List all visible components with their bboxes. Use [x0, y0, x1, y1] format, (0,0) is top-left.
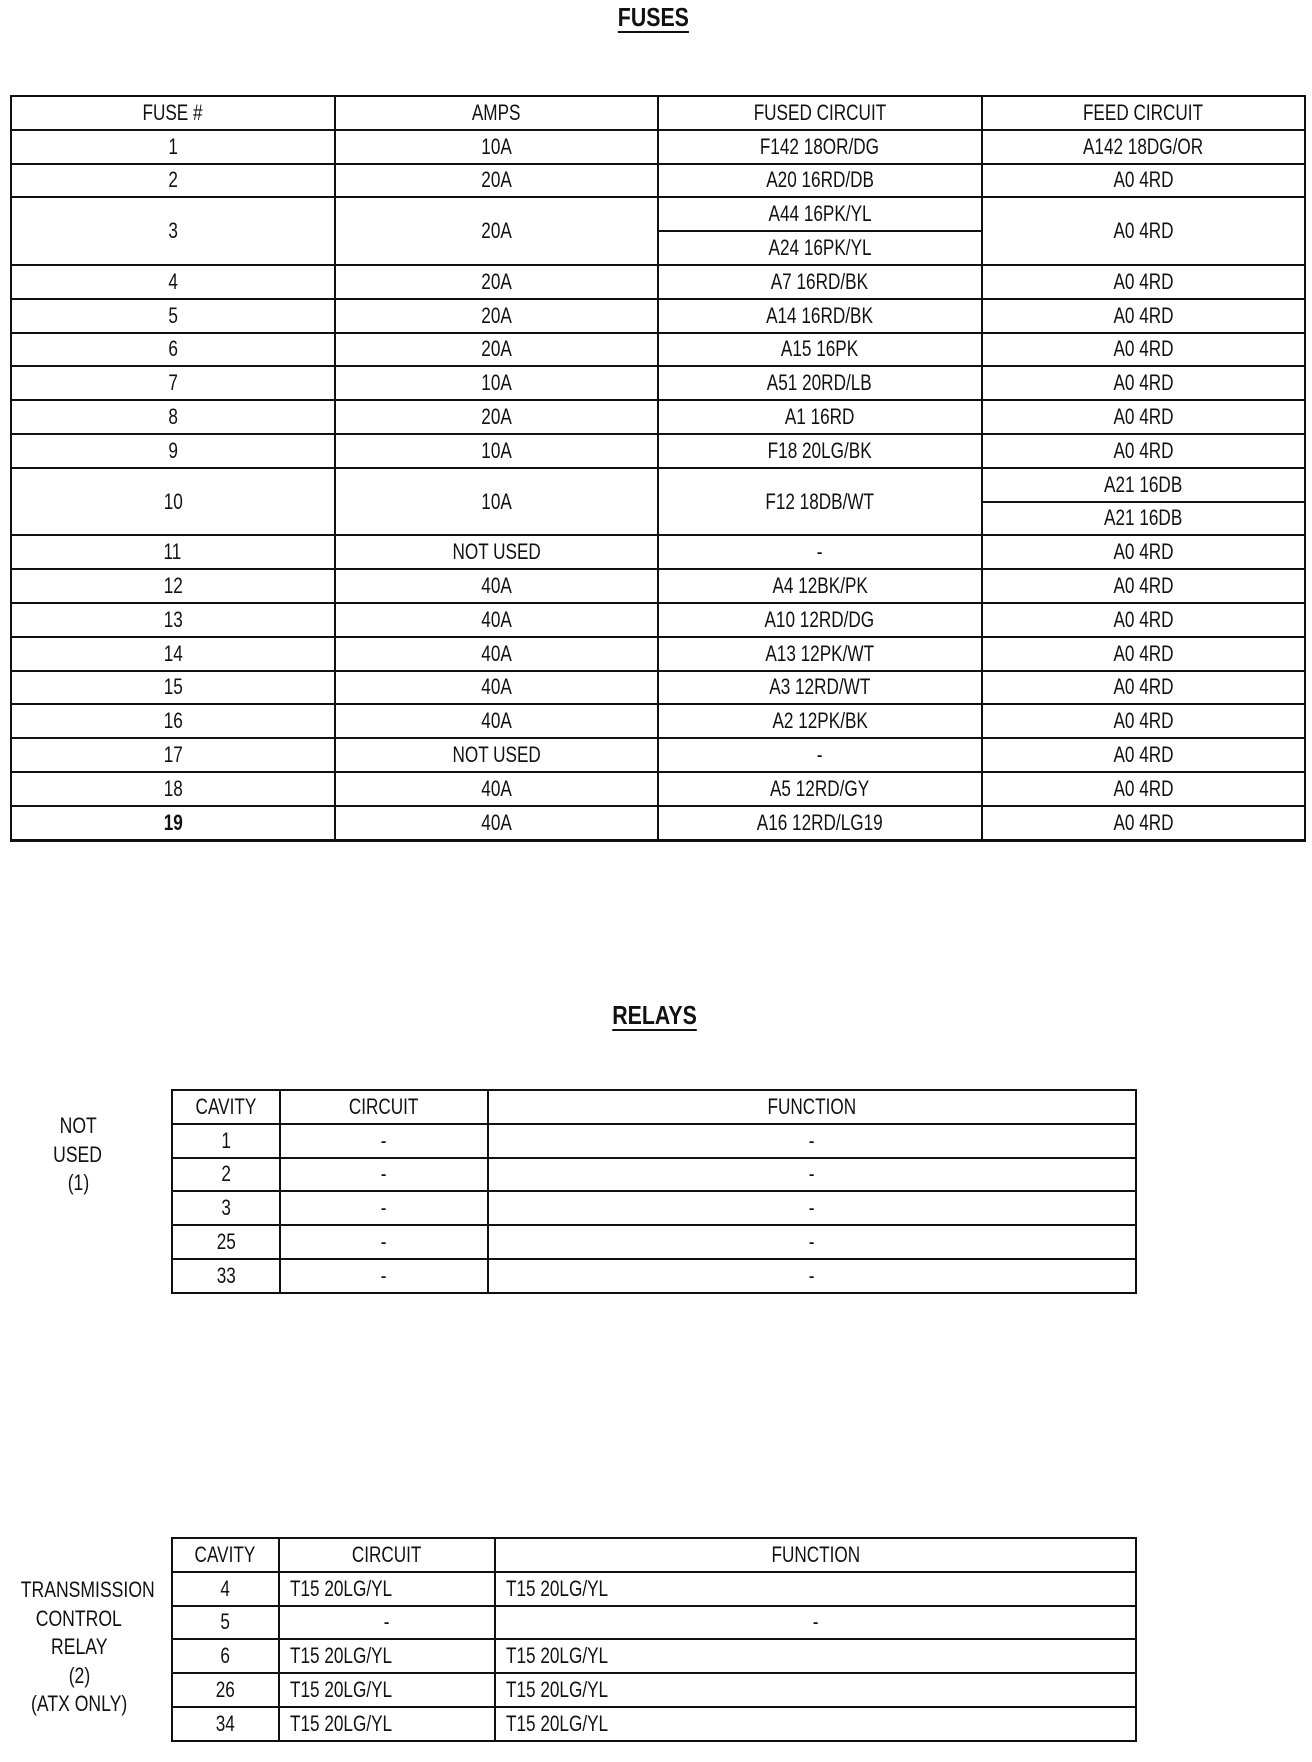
relay-group-label-line: CONTROL [35, 1605, 123, 1631]
feed-circuit: A0 4RD [982, 772, 1306, 806]
relay-circuit: - [279, 1606, 496, 1640]
fuse-amps: 20A [335, 299, 659, 333]
fuse-row [11, 265, 1305, 299]
fused-circuit: A10 12RD/DG [658, 603, 982, 637]
fuse-row [11, 637, 1305, 671]
relay-row [172, 1707, 1136, 1741]
fuse-amps: 10A [335, 130, 659, 164]
feed-circuit: A0 4RD [982, 569, 1306, 603]
relay-table-transmission-control [171, 1537, 1137, 1742]
relay-circuit: T15 20LG/YL [279, 1673, 496, 1707]
relay-cavity: 26 [172, 1673, 279, 1707]
feed-circuit: A0 4RD [982, 535, 1306, 569]
fuse-amps: 40A [335, 603, 659, 637]
fuse-amps: 20A [335, 400, 659, 434]
relay-row [172, 1225, 1136, 1259]
relay-group-label-line: (2) [68, 1662, 90, 1688]
fuses-table [10, 95, 1306, 842]
fuse-number: 2 [11, 164, 335, 198]
fuse-amps: 40A [335, 671, 659, 705]
fuse-amps: 40A [335, 806, 659, 840]
fuse-row [11, 671, 1305, 705]
feed-circuit: A0 4RD [982, 671, 1306, 705]
fuse-amps: NOT USED [335, 738, 659, 772]
fuse-number: 14 [11, 637, 335, 671]
fuse-row [11, 130, 1305, 164]
relay-group-label-line: (1) [67, 1170, 89, 1195]
fused-circuit: A3 12RD/WT [658, 671, 982, 705]
feed-circuit: A0 4RD [982, 400, 1306, 434]
fuse-number: 15 [11, 671, 335, 705]
fuse-amps: 40A [335, 704, 659, 738]
relay-header-circuit: CIRCUIT [280, 1090, 489, 1124]
feed-circuit: A0 4RD [982, 603, 1306, 637]
fused-circuit: A14 16RD/BK [658, 299, 982, 333]
relay-header-cavity: CAVITY [172, 1090, 280, 1124]
fused-circuit: A24 16PK/YL [658, 231, 982, 265]
relay-circuit: T15 20LG/YL [279, 1707, 496, 1741]
relay-circuit: - [280, 1191, 489, 1225]
fuse-amps: NOT USED [335, 535, 659, 569]
header-feed-circuit: FEED CIRCUIT [982, 96, 1306, 130]
fuse-amps: 20A [335, 265, 659, 299]
relay-function: T15 20LG/YL [495, 1639, 1136, 1673]
fused-circuit: A20 16RD/DB [658, 164, 982, 198]
relay-cavity: 5 [172, 1606, 279, 1640]
fused-circuit: A5 12RD/GY [658, 772, 982, 806]
relay-row [172, 1572, 1136, 1606]
fuses-header-row [11, 96, 1305, 130]
relay-group-label-transmission-control [4, 1576, 154, 1719]
fuse-number: 10 [11, 468, 335, 536]
relay-circuit: T15 20LG/YL [279, 1572, 496, 1606]
fuse-row [11, 164, 1305, 198]
relay-row [172, 1191, 1136, 1225]
relays-title: RELAYS [612, 1000, 697, 1030]
relay-circuit: - [280, 1158, 489, 1192]
relay-cavity: 6 [172, 1639, 279, 1673]
relay-row [172, 1259, 1136, 1293]
relay-group-label-line: USED [53, 1141, 103, 1167]
relay-row [172, 1158, 1136, 1192]
fused-circuit: A4 12BK/PK [658, 569, 982, 603]
relay-header-row [172, 1090, 1136, 1124]
feed-circuit: A21 16DB [982, 502, 1306, 536]
relay-function: - [495, 1606, 1136, 1640]
fused-circuit: - [658, 535, 982, 569]
relay-row [172, 1124, 1136, 1158]
fuse-number: 7 [11, 366, 335, 400]
fuse-row [11, 434, 1305, 468]
fuse-row [11, 772, 1305, 806]
relay-circuit: T15 20LG/YL [279, 1639, 496, 1673]
feed-circuit: A0 4RD [982, 299, 1306, 333]
fuse-row [11, 806, 1305, 840]
relay-group-label-line: NOT [59, 1113, 97, 1138]
feed-circuit: A0 4RD [982, 265, 1306, 299]
fuse-number: 17 [11, 738, 335, 772]
fuse-row [11, 299, 1305, 333]
relay-function: T15 20LG/YL [495, 1673, 1136, 1707]
fuse-number: 5 [11, 299, 335, 333]
fuse-row [11, 738, 1305, 772]
relay-header-circuit: CIRCUIT [279, 1538, 496, 1572]
fuse-row [11, 333, 1305, 367]
fuse-number: 11 [11, 535, 335, 569]
fuses-title: FUSES [617, 2, 689, 32]
relay-cavity: 4 [172, 1572, 279, 1606]
fused-circuit: F142 18OR/DG [658, 130, 982, 164]
fuse-row [11, 366, 1305, 400]
fused-circuit: A2 12PK/BK [658, 704, 982, 738]
relay-function: - [488, 1158, 1136, 1192]
relay-group-label-line: (ATX ONLY) [30, 1691, 128, 1716]
fuse-number: 18 [11, 772, 335, 806]
fuse-row [11, 704, 1305, 738]
relay-group-label-not-used [38, 1112, 118, 1198]
feed-circuit: A0 4RD [982, 738, 1306, 772]
fuse-amps: 40A [335, 772, 659, 806]
fuse-amps: 10A [335, 366, 659, 400]
feed-circuit: A0 4RD [982, 637, 1306, 671]
relay-cavity: 1 [172, 1124, 280, 1158]
relay-header-function: FUNCTION [495, 1538, 1136, 1572]
fused-circuit: A16 12RD/LG19 [658, 806, 982, 840]
relay-function: - [488, 1124, 1136, 1158]
header-fuse: FUSE # [11, 96, 335, 130]
fuse-amps: 40A [335, 569, 659, 603]
header-fused-circuit: FUSED CIRCUIT [658, 96, 982, 130]
fuse-row [11, 468, 1305, 502]
fused-circuit: A7 16RD/BK [658, 265, 982, 299]
fuse-row [11, 197, 1305, 231]
fused-circuit: A13 12PK/WT [658, 637, 982, 671]
relay-cavity: 25 [172, 1225, 280, 1259]
fuse-number: 9 [11, 434, 335, 468]
fuse-row [11, 400, 1305, 434]
feed-circuit: A0 4RD [982, 704, 1306, 738]
fuse-number: 4 [11, 265, 335, 299]
relay-function: T15 20LG/YL [495, 1572, 1136, 1606]
relay-function: - [488, 1259, 1136, 1293]
relay-header-row [172, 1538, 1136, 1572]
feed-circuit: A21 16DB [982, 468, 1306, 502]
fuse-number: 1 [11, 130, 335, 164]
relay-row [172, 1673, 1136, 1707]
feed-circuit: A0 4RD [982, 434, 1306, 468]
relay-circuit: - [280, 1124, 489, 1158]
relay-table-not-used [171, 1089, 1137, 1294]
fuse-amps: 20A [335, 164, 659, 198]
relay-row [172, 1639, 1136, 1673]
feed-circuit: A0 4RD [982, 333, 1306, 367]
fuse-number: 12 [11, 569, 335, 603]
relay-circuit: - [280, 1259, 489, 1293]
fuse-amps: 20A [335, 197, 659, 265]
relay-cavity: 3 [172, 1191, 280, 1225]
feed-circuit: A0 4RD [982, 164, 1306, 198]
fuse-amps: 20A [335, 333, 659, 367]
fused-circuit: A15 16PK [658, 333, 982, 367]
relay-circuit: - [280, 1225, 489, 1259]
fused-circuit: A51 20RD/LB [658, 366, 982, 400]
relay-header-cavity: CAVITY [172, 1538, 279, 1572]
relay-group-label-line: RELAY [50, 1634, 108, 1659]
relay-function: T15 20LG/YL [495, 1707, 1136, 1741]
relay-row [172, 1606, 1136, 1640]
relay-cavity: 33 [172, 1259, 280, 1293]
feed-circuit: A142 18DG/OR [982, 130, 1306, 164]
fuse-amps: 10A [335, 434, 659, 468]
fuse-number: 6 [11, 333, 335, 367]
fuse-number: 8 [11, 400, 335, 434]
fuse-number: 13 [11, 603, 335, 637]
relay-function: - [488, 1191, 1136, 1225]
relay-header-function: FUNCTION [488, 1090, 1136, 1124]
relay-function: - [488, 1225, 1136, 1259]
fuse-number: 3 [11, 197, 335, 265]
fuse-number: 19 [11, 806, 335, 840]
fused-circuit: A1 16RD [658, 400, 982, 434]
fused-circuit: A44 16PK/YL [658, 197, 982, 231]
fuse-row [11, 535, 1305, 569]
fused-circuit: F12 18DB/WT [658, 468, 982, 536]
feed-circuit: A0 4RD [982, 806, 1306, 840]
relay-cavity: 34 [172, 1707, 279, 1741]
feed-circuit: A0 4RD [982, 197, 1306, 265]
fused-circuit: F18 20LG/BK [658, 434, 982, 468]
header-amps: AMPS [335, 96, 659, 130]
fuse-amps: 40A [335, 637, 659, 671]
fuse-amps: 10A [335, 468, 659, 536]
fused-circuit: - [658, 738, 982, 772]
relay-group-label-line: TRANSMISSION [20, 1577, 155, 1602]
fuse-row [11, 569, 1305, 603]
fuse-row [11, 603, 1305, 637]
fuse-number: 16 [11, 704, 335, 738]
feed-circuit: A0 4RD [982, 366, 1306, 400]
relay-cavity: 2 [172, 1158, 280, 1192]
